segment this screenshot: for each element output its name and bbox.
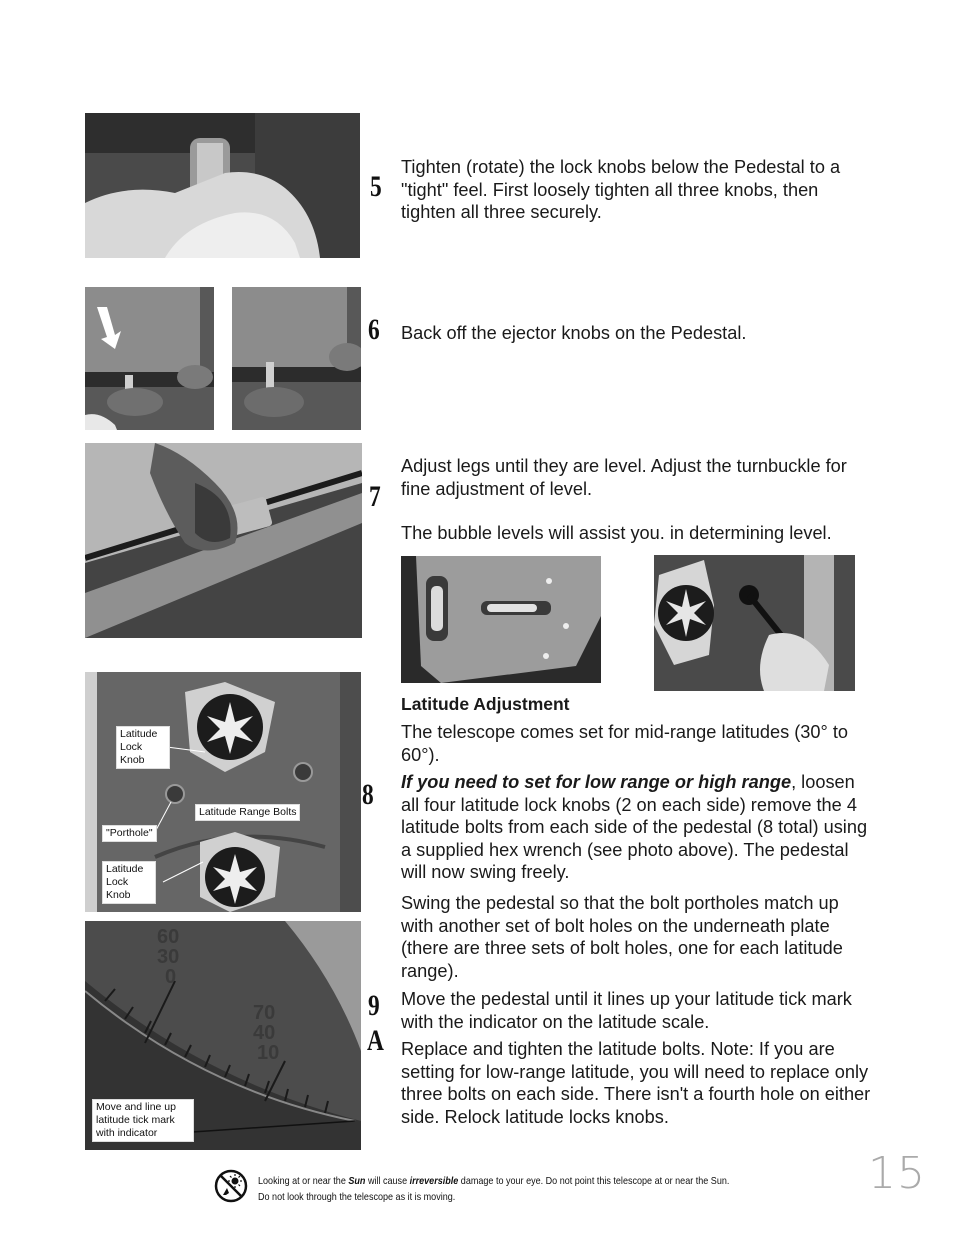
latitude-para-5: Replace and tighten the latitude bolts. Note: If you are setting for low-range latitude, you will need to replace only three bolts on each side. There isn't a fourth hole on either side. Relock latitude locks knobs. [401, 1039, 871, 1127]
step-7-text-2: The bubble levels will assist you. in determining level. [401, 523, 832, 543]
photo-ejector-knob-left [85, 287, 214, 430]
step-5-text: Tighten (rotate) the lock knobs below the Pedestal to a "tight" feel. First loosely tighten all three knobs, then tighten all three securely. [401, 157, 841, 222]
latitude-para-2-rest: , loosen all four latitude lock knobs (2 on each side) remove the 4 latitude bolts from each side of the pedestal (8 total) using a supplied hex wrench (see photo above). The pedestal will now swing freely. [401, 772, 868, 882]
latitude-para-1: The telescope comes set for mid-range latitudes (30° to 60°). [401, 722, 849, 765]
latitude-para-4: Move the pedestal until it lines up your latitude tick mark with the indicator on the latitude scale. [401, 989, 852, 1032]
page-number: 15 [868, 1148, 926, 1199]
step-9-number: 9 [368, 989, 380, 1022]
label-tick-mark: Move and line up latitude tick mark with indicator [92, 1099, 194, 1142]
photo-bubble-level [401, 556, 601, 683]
warning-sun: Sun [348, 1175, 366, 1187]
photo-ejector-knob-right [232, 287, 361, 430]
latitude-para-2 [401, 771, 871, 884]
scale-left-60: 60 [157, 926, 180, 948]
step-7-text-1: Adjust legs until they are level. Adjust the turnbuckle for fine adjustment of level. [401, 456, 847, 499]
scale-right-40: 40 [253, 1022, 276, 1044]
step-6-text: Back off the ejector knobs on the Pedestal. [401, 323, 747, 343]
warning-mid: will cause [365, 1175, 410, 1187]
label-range-bolts: Latitude Range Bolts [195, 804, 300, 821]
step-9-letter: A [367, 1024, 384, 1057]
warning-irreversible: irreversible [409, 1175, 459, 1187]
warning-post: damage to your eye. Do not point this telescope at or near the Sun. Do not look through the telescope as it is moving. [258, 1175, 730, 1203]
label-lock-knob-top: Latitude Lock Knob [116, 726, 170, 769]
sun-warning-text [258, 1173, 740, 1205]
step-6-number: 6 [368, 313, 380, 346]
label-lock-knob-bottom: Latitude Lock Knob [102, 861, 156, 904]
scale-left-30: 30 [157, 946, 180, 968]
photo-turnbuckle [85, 443, 362, 638]
photo-hex-wrench [654, 555, 855, 691]
step-7-number: 7 [369, 480, 381, 513]
scale-right-10: 10 [257, 1042, 280, 1064]
warning-pre: Looking at or near the [258, 1175, 349, 1187]
label-porthole: "Porthole" [102, 825, 157, 842]
sun-warning-icon [214, 1169, 248, 1203]
latitude-heading: Latitude Adjustment [401, 694, 570, 714]
step-8-number: 8 [362, 778, 374, 811]
photo-lock-knob [85, 113, 360, 258]
latitude-para-2-emphasis: If you need to set for low range or high range [401, 772, 792, 792]
scale-left-0: 0 [165, 966, 177, 988]
latitude-para-3: Swing the pedestal so that the bolt portholes match up with another set of bolt holes on the underneath plate (there are three sets of bolt holes, one for each latitude range). [401, 893, 843, 981]
scale-right-70: 70 [253, 1002, 276, 1024]
step-5-number: 5 [370, 170, 382, 203]
